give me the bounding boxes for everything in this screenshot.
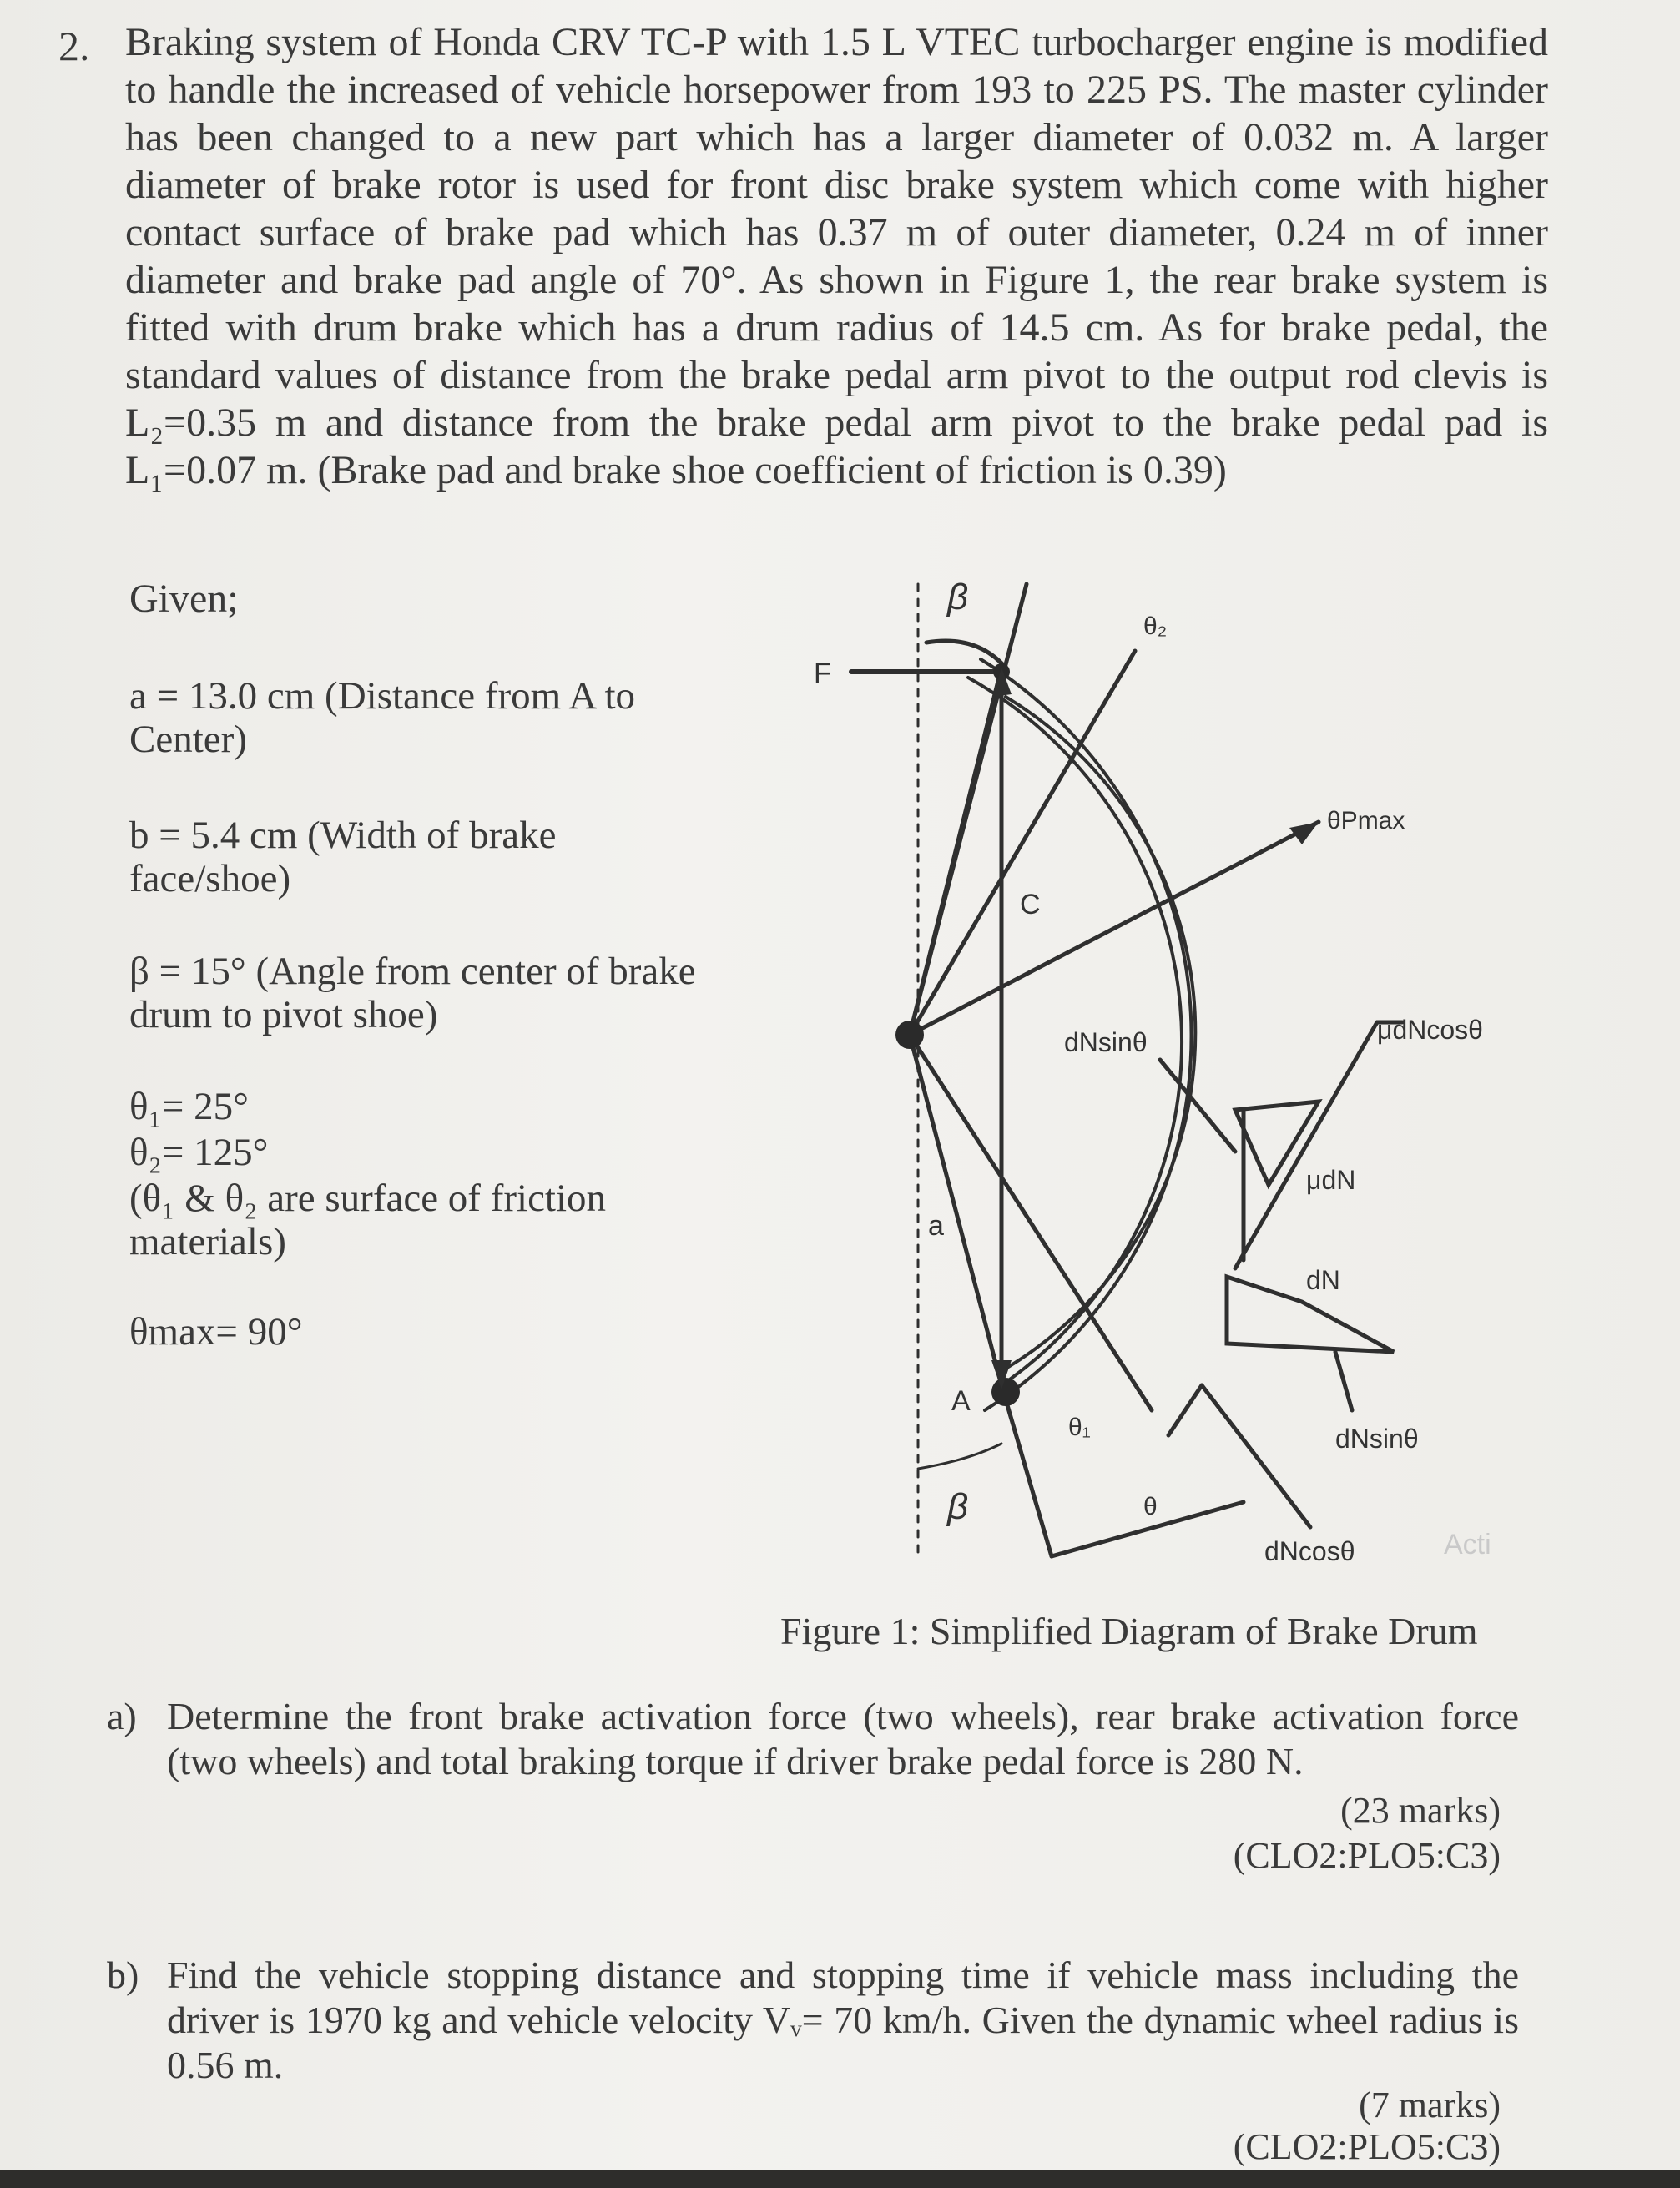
question-text: Braking system of Honda CRV TC-P with 1.5 L VTEC turbocharger engine is modified to handle the increased of vehicle horsepower from 193 to 225 PS. The master cylinder has been changed to a new part which has a larger diameter of 0.032 m. A larger diameter of brake rotor is used for front disc brake system which come with higher contact surface of brake pad which has 0.37 m of outer diameter, 0.24 m of inner diameter and brake pad angle of 70°. As shown in Figure 1, the rear brake system is fitted with drum brake which has a drum radius of 14.5 cm. As for brake pedal, the standard values of distance from the brake pedal arm pivot to the output rod clevis is L₂=0.35 m and distance from the brake pedal arm pivot to the brake pedal pad is L₁=0.07 m. (Brake pad and brake shoe coefficient of friction is 0.39): [125, 20, 1548, 492]
part-b-clo: (CLO2:PLO5:C3): [1233, 2126, 1501, 2167]
label-theta1: θ₁: [1068, 1414, 1091, 1441]
label-beta-bottom: β: [947, 1486, 969, 1527]
given-friction-note: (θ₁ & θ₂ are surface of friction materials): [129, 1177, 607, 1263]
label-center: C: [1020, 889, 1041, 920]
part-a-text: Determine the front brake activation force (two wheels), rear brake activation force (two wheels) and total braking torque if driver brake pedal force is 280 N.: [167, 1695, 1519, 1782]
vector-dn-cos: [1202, 1385, 1310, 1527]
page-bottom-edge: [0, 2170, 1680, 2188]
label-dn: dN: [1306, 1265, 1340, 1295]
part-b-label: b): [107, 1954, 139, 1996]
label-beta-top: β: [947, 577, 969, 618]
part-a-marks: (23 marks): [1340, 1790, 1501, 1831]
given-b: b = 5.4 cm (Width of brake face/shoe): [129, 814, 557, 900]
part-a-label: a): [107, 1695, 137, 1737]
center-pivot: [895, 1021, 924, 1049]
given-heading: Given;: [129, 577, 239, 621]
label-dn-sin-outer: dNsinθ: [1335, 1424, 1419, 1454]
shoe-top-hook: [926, 641, 1006, 668]
part-b-marks: (7 marks): [1359, 2085, 1501, 2125]
label-mu-dn-cos: μdNcosθ: [1377, 1015, 1483, 1045]
given-theta1: θ₁= 25°: [129, 1085, 249, 1128]
label-a: a: [928, 1210, 944, 1242]
given-theta-max: θmax= 90°: [129, 1310, 303, 1354]
part-b-text: Find the vehicle stopping distance and stopping time if vehicle mass including the driver is 1970 kg and vehicle velocity Vᵥ= 70 km/h. Given the dynamic wheel radius is 0.56 m.: [167, 1954, 1519, 2086]
watermark-text: Acti: [1444, 1529, 1491, 1560]
label-force: F: [814, 658, 831, 689]
pivot-a: [991, 1378, 1020, 1406]
given-a: a = 13.0 cm (Distance from A to Center): [129, 674, 636, 761]
line-theta1: [1001, 1385, 1052, 1556]
label-mu-dn: μdN: [1306, 1165, 1356, 1195]
part-b: [107, 1953, 1519, 2088]
given-theta2: θ₂= 125°: [129, 1131, 269, 1174]
label-dn-cos: dNcosθ: [1264, 1536, 1355, 1566]
part-a: [107, 1694, 1519, 1784]
arc-beta-bottom: [918, 1444, 1001, 1469]
figure-caption: Figure 1: Simplified Diagram of Brake Drum: [780, 1610, 1478, 1652]
arrow-pmax: [1289, 822, 1319, 844]
vector-mu-dn-cos: [1235, 1022, 1377, 1268]
part-a-clo: (CLO2:PLO5:C3): [1233, 1835, 1501, 1876]
question-number: 2.: [58, 23, 90, 69]
label-theta-pmax: θPmax: [1327, 807, 1405, 834]
label-point-a: A: [951, 1385, 971, 1417]
vector-dn-cos-arm: [1168, 1385, 1202, 1435]
label-theta: θ: [1143, 1493, 1158, 1520]
given-beta: β = 15° (Angle from center of brake drum to pivot shoe): [129, 950, 696, 1036]
vector-dn-sin-outer: [1335, 1352, 1352, 1410]
line-center-to-a: [910, 1035, 1001, 1385]
line-beta-top: [910, 584, 1027, 1035]
label-dn-sin-inner: dNsinθ: [1064, 1027, 1148, 1057]
label-theta2: θ₂: [1143, 613, 1168, 640]
